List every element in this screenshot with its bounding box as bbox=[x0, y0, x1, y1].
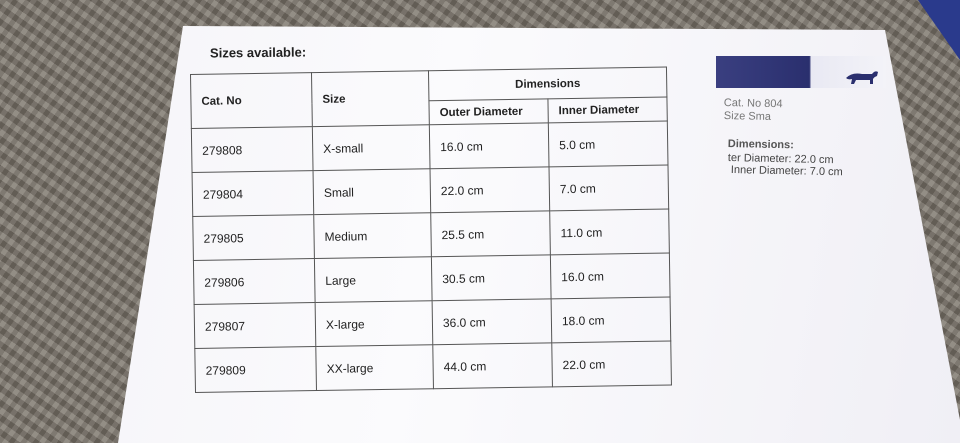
table-row bbox=[194, 297, 671, 348]
sizes-table-wrap bbox=[190, 67, 672, 393]
blue-object-corner bbox=[890, 0, 960, 60]
table-row bbox=[193, 209, 670, 260]
cell-size: X-large bbox=[315, 301, 433, 347]
side-dimensions-label: Dimensions: bbox=[727, 138, 795, 152]
cell-inner: 22.0 cm bbox=[552, 341, 672, 387]
cell-outer: 22.0 cm bbox=[430, 167, 550, 213]
cell-cat-no: 279808 bbox=[191, 127, 313, 173]
side-inner-line: Inner Diameter: 7.0 cm bbox=[730, 164, 843, 179]
cell-cat-no: 279806 bbox=[193, 259, 315, 305]
table-row bbox=[195, 341, 672, 392]
header-outer-diameter: Outer Diameter bbox=[429, 99, 548, 125]
cell-outer: 30.5 cm bbox=[431, 255, 551, 301]
cell-size: Small bbox=[313, 169, 431, 215]
cell-size: Medium bbox=[314, 213, 432, 259]
cell-size: XX-large bbox=[316, 345, 434, 391]
sizes-table bbox=[190, 67, 672, 393]
cell-inner: 7.0 cm bbox=[549, 165, 669, 211]
header-size: Size bbox=[311, 71, 429, 127]
cell-outer: 44.0 cm bbox=[433, 343, 553, 389]
dog-logo-icon bbox=[842, 66, 882, 86]
side-cat-line: Cat. No 804 bbox=[723, 97, 783, 111]
cell-cat-no: 279804 bbox=[192, 171, 314, 217]
cell-outer: 25.5 cm bbox=[431, 211, 551, 257]
cell-cat-no: 279807 bbox=[194, 303, 316, 349]
header-inner-diameter: Inner Diameter bbox=[548, 97, 667, 123]
cell-inner: 18.0 cm bbox=[551, 297, 671, 343]
cell-size: X-small bbox=[312, 125, 430, 171]
cell-outer: 36.0 cm bbox=[432, 299, 552, 345]
table-row bbox=[192, 165, 669, 216]
sizes-heading: Sizes available: bbox=[209, 44, 307, 61]
cell-size: Large bbox=[314, 257, 432, 303]
header-dimensions: Dimensions bbox=[428, 67, 666, 101]
side-size-line: Size Sma bbox=[723, 110, 772, 123]
table-row bbox=[193, 253, 670, 304]
side-outer-line: ter Diameter: 22.0 cm bbox=[727, 152, 834, 167]
cell-cat-no: 279805 bbox=[193, 215, 315, 261]
cell-inner: 16.0 cm bbox=[550, 253, 670, 299]
table-row bbox=[191, 121, 668, 172]
cell-cat-no: 279809 bbox=[195, 347, 317, 393]
cell-inner: 5.0 cm bbox=[548, 121, 668, 167]
cell-outer: 16.0 cm bbox=[429, 123, 549, 169]
cell-inner: 11.0 cm bbox=[550, 209, 670, 255]
header-cat-no: Cat. No bbox=[191, 73, 313, 129]
